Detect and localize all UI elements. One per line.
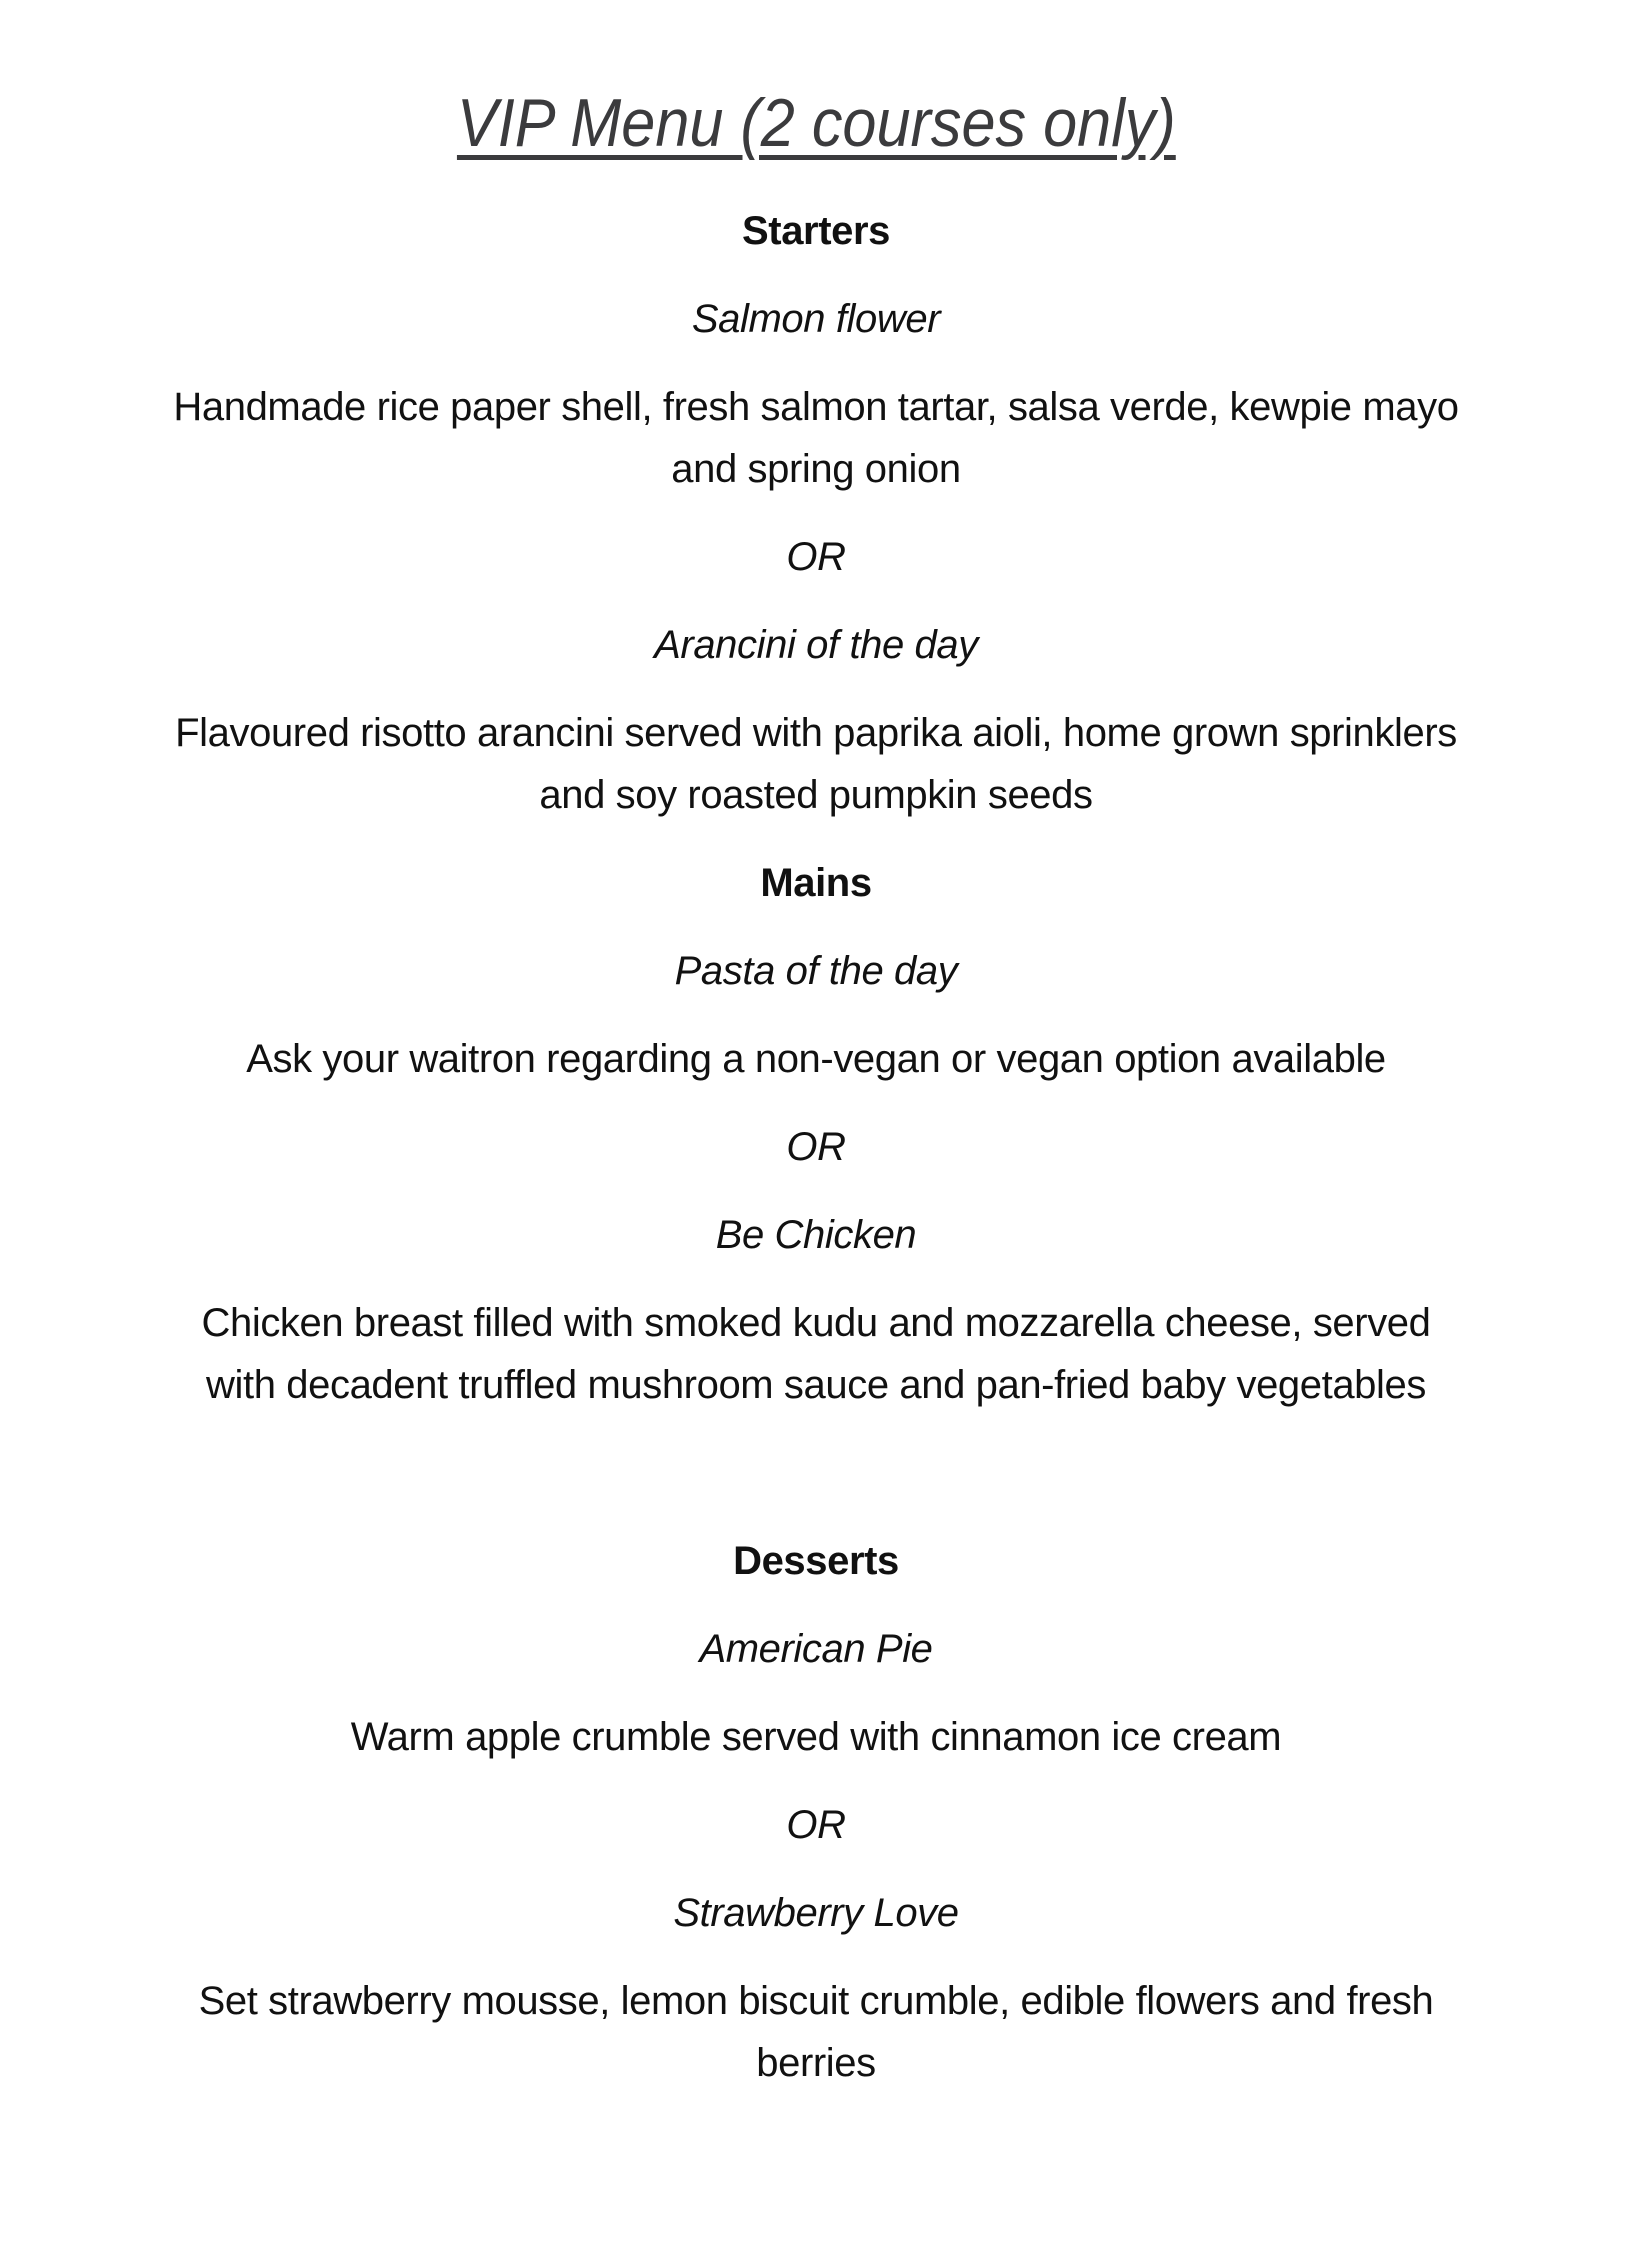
section-heading: Mains (760, 861, 872, 905)
menu-section-mains (0, 852, 1632, 1416)
section-heading: Desserts (733, 1539, 899, 1583)
dish-name: Salmon flower (691, 297, 941, 341)
page-title (0, 86, 1632, 160)
section-spacer (0, 1442, 1632, 1530)
or-separator: OR (786, 535, 846, 579)
dish-description: Ask your waitron regarding a non-vegan or vegan option available (246, 1037, 1386, 1081)
dish-description: Handmade rice paper shell, fresh salmon tartar, salsa verde, kewpie mayo and spring onion (173, 385, 1459, 491)
page-title-text: VIP Menu (2 courses only) (456, 85, 1176, 161)
or-separator: OR (786, 1803, 846, 1847)
dish-name: Strawberry Love (673, 1891, 959, 1935)
dish-description: Flavoured risotto arancini served with paprika aioli, home grown sprinklers and soy roasted pumpkin seeds (175, 711, 1457, 817)
dish-name: Arancini of the day (654, 623, 978, 667)
dish-name: Pasta of the day (674, 949, 958, 993)
dish-description: Set strawberry mousse, lemon biscuit crumble, edible flowers and fresh berries (198, 1979, 1434, 2085)
dish-name: American Pie (699, 1627, 933, 1671)
menu-section-desserts (0, 1530, 1632, 2094)
menu-section-starters (0, 200, 1632, 826)
dish-description: Warm apple crumble served with cinnamon ice cream (350, 1715, 1282, 1759)
section-heading: Starters (742, 209, 890, 253)
dish-description: Chicken breast filled with smoked kudu and mozzarella cheese, served with decadent truffled mushroom sauce and pan-fried baby vegetables (201, 1301, 1431, 1407)
dish-name: Be Chicken (715, 1213, 917, 1257)
or-separator: OR (786, 1125, 846, 1169)
